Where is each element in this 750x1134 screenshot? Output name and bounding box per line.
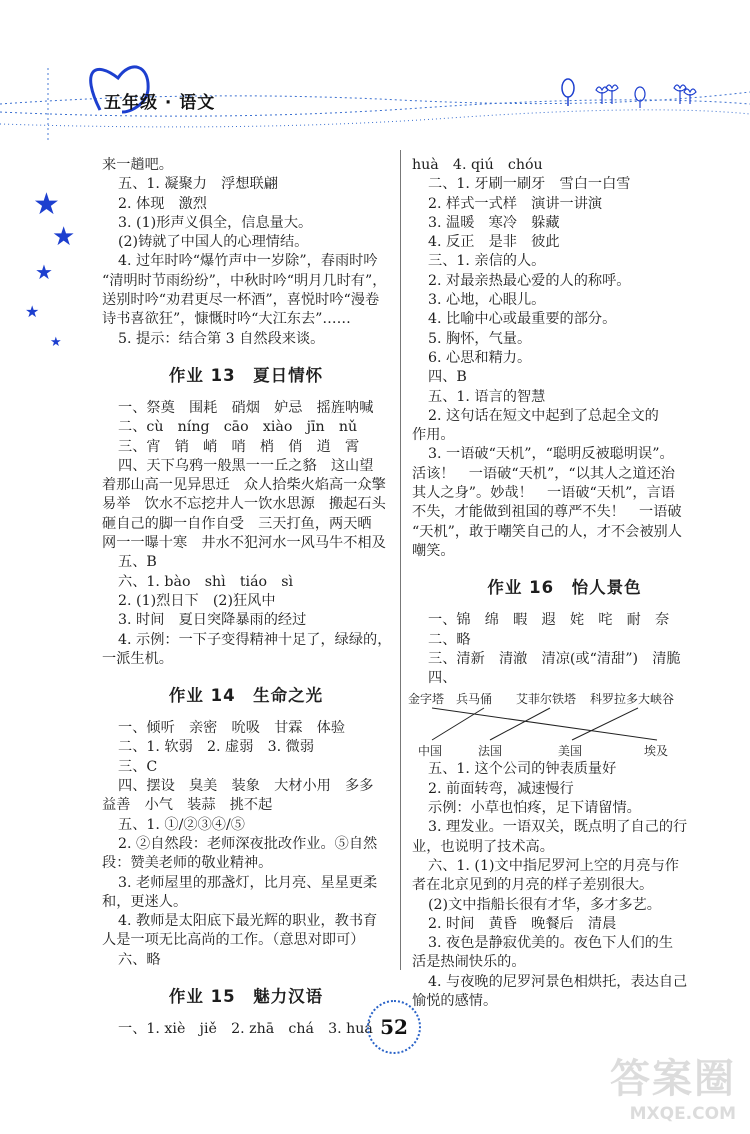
answer-line: 一、倾听 亲密 吮吸 甘霖 体验 [118,720,346,737]
page-number: 52 [367,1000,421,1054]
answer-line: huà 4. qiú chóu [412,157,543,173]
answer-line: 4. 示例：一下子变得精神十足了，绿绿的， [118,631,392,648]
star-icon: ★ [25,302,40,321]
answer-line: 4. 与夜晚的尼罗河景色相烘托，表达自己 [428,973,688,990]
answer-line: 活是热闹快乐的。 [412,954,526,971]
answer-line: 二、1. 软弱 2. 虚弱 3. 微弱 [118,739,315,756]
answers-15 [102,1020,390,1039]
answers-continued-15 [412,156,717,561]
page-header [0,0,750,140]
watermark-logo: 答案圈 [610,1056,736,1102]
answer-line: 送别时吟“劝君更尽一杯酒”，喜悦时吟“漫卷 [102,292,380,309]
section-title-15: 作业 15 魅力汉语 [168,986,324,1006]
answer-line: 三、1. 亲信的人。 [428,253,546,270]
answer-line: 3. 时间 夏日突降暴雨的经过 [118,612,307,629]
answer-line: 诗书喜欲狂”，慷慨时吟“大江东去”…… [102,311,351,328]
section-title-14: 作业 14 生命之光 [168,686,324,706]
answer-line: 3. 老师屋里的那盏灯，比月亮、星星更柔 [118,874,378,891]
answer-line: 三、C [118,758,158,775]
answer-line: 二、1. 牙刷一刷牙 雪白一白雪 [428,176,631,193]
answer-line: 2. 对最亲热最心爱的人的称呼。 [428,272,631,289]
answer-line: 3. 一语破“天机”，“聪明反被聪明误”。 [428,446,674,463]
answer-line: 2. ②自然段：老师深夜批改作业。⑤自然 [118,835,378,852]
answer-line: 4. 比喻中心或最重要的部分。 [428,311,617,328]
answer-line: 3. (1)形声义俱全，信息量大。 [118,214,313,231]
answer-line: 5. 胸怀，气量。 [428,330,532,347]
answers-14 [102,719,390,970]
page-number-badge [367,1000,421,1054]
answer-line: 网一一曝十寒 井水不犯河水一风马牛不相及 [102,535,386,552]
answer-line: 人是一项无比高尚的工作。（意思对即可） [102,932,365,949]
answer-line: 砸自己的脚一自作自受 三天打鱼，两天晒 [102,515,372,532]
answer-line: 2. 这句话在短文中起到了总起全文的 [428,407,659,424]
answer-line: 一派生机。 [102,650,173,667]
matching-diagram [408,688,717,760]
star-icon: ★ [33,187,60,222]
answer-line: 业，也说明了技术高。 [412,838,554,855]
answer-line: 来一趟吧。 [102,157,173,173]
answers-16-part1 [412,611,717,688]
star-icon: ★ [35,260,53,284]
answer-line: (2)铸就了中国人的心理情结。 [118,234,309,251]
answer-line: 二、略 [428,631,471,648]
answer-line: 段：赞美老师的敬业精神。 [102,855,273,872]
header-decoration [0,0,750,140]
answer-line: 4. 教师是太阳底下最光辉的职业，教书育 [118,913,378,930]
answer-line: 2. 样式一式样 演讲一讲演 [428,195,603,212]
answer-line: 四、天下乌鸦一般黑一一丘之貉 这山望 [118,457,374,474]
match-top-item: 兵马俑 [456,692,493,707]
section-title-16: 作业 16 怡人景色 [487,578,642,598]
answer-line: 四、摆设 臭美 装象 大材小用 多多 [118,778,374,795]
answer-line: 者在北京见到的月亮的样子差别很大。 [412,877,654,894]
answer-line: 3. 心地，心眼儿。 [428,292,546,309]
answer-line: 易举 饮水不忘挖井人一饮水思源 搬起石头 [102,496,386,513]
answer-line: 五、1. 凝聚力 浮想联翩 [118,176,278,193]
answer-line: 六、1. (1)文中指尼罗河上空的月亮与作 [428,857,679,874]
answer-line: 一、祭奠 围耗 硝烟 妒忌 摇旌呐喊 [118,399,374,416]
answer-line: 益善 小气 装蒜 挑不起 [102,797,273,814]
answer-line: 不失，才能做到祖国的尊严不失！ 一语破 [412,504,682,521]
answer-line: 四、 [428,670,457,687]
answer-line: 二、cù níng cāo xiào jīn nǔ [118,419,358,436]
answers-16-part2 [412,760,717,1011]
answer-line: 和，更迷人。 [102,893,188,910]
match-top-item: 艾菲尔铁塔 [516,692,577,707]
answer-line: 2. (1)烈日下 (2)狂风中 [118,592,276,609]
answer-line: “天机”，敢于嘲笑自己的人，才不会被别人 [412,523,682,540]
answer-line: 作用。 [412,427,455,444]
answer-line: 着那山高一见异思迁 众人拾柴火焰高一众擎 [102,477,386,494]
answer-line: 五、1. 这个公司的钟表质量好 [428,761,617,778]
answer-line: 3. 温暖 寒冷 躲藏 [428,214,560,231]
answers-13 [102,399,390,669]
watermark [610,1047,736,1124]
answer-line: 3. 理发业。一语双关，既点明了自己的行 [428,819,688,836]
column-divider [400,150,401,970]
answer-line: 四、B [428,369,467,386]
match-bottom-item: 美国 [558,744,583,759]
match-bottom-item: 中国 [418,744,443,759]
tulip-icons [596,85,696,108]
match-bottom-item: 埃及 [644,744,669,759]
answer-line: 5. 提示：结合第 3 自然段来谈。 [118,330,325,347]
answer-line: 2. 时间 黄昏 晚餐后 清晨 [428,915,617,932]
match-top-item: 科罗拉多大峡谷 [590,692,675,707]
answer-line: 4. 反正 是非 彼此 [428,234,560,251]
answer-line: 五、1. 语言的智慧 [428,388,546,405]
answer-line: 6. 心思和精力。 [428,349,532,366]
answer-line: 五、1. ①/②③④/⑤ [118,816,245,833]
answer-line: 嘲笑。 [412,542,455,559]
answer-line: 六、1. bào shì tiáo sì [118,573,294,590]
grade-subject-label: 五年级 · 语文 [104,93,216,113]
answer-line: 示例：小草也怕疼，足下请留情。 [428,800,641,817]
answer-line: 五、B [118,554,157,571]
answer-line: 三、宵 销 峭 哨 梢 俏 逍 霄 [118,438,360,455]
answer-line: 一、锦 绵 暇 遐 姹 咤 耐 奈 [428,612,670,629]
match-top-item: 金字塔 [408,692,445,707]
left-column [102,156,390,1039]
answer-line: 六、略 [118,951,161,968]
tree-icon [562,79,574,97]
answer-line: (2)文中指船长很有才华，多才多艺。 [428,896,661,913]
answer-line: 其人之身”。妙哉！ 一语破“天机”，言语 [412,485,675,502]
answer-line: 2. 前面转弯，减速慢行 [428,780,574,797]
answer-line: 3. 夜色是静寂优美的。夜色下人们的生 [428,935,674,952]
right-column [408,156,717,1011]
match-bottom-item: 法国 [478,744,503,759]
answer-line: 2. 体现 激烈 [118,195,207,212]
section-title-13: 作业 13 夏日情怀 [168,365,324,385]
answers-continued-12 [102,156,390,349]
answer-line: 活该！ 一语破“天机”，“以其人之道还治 [412,465,675,482]
star-icon: ★ [52,222,76,252]
watermark-url: MXQE.COM [629,1104,736,1124]
answer-line: 愉悦的感情。 [412,992,498,1009]
star-icon: ★ [50,335,62,350]
answer-line: “清明时节雨纷纷”，中秋时吟“明月几时有”， [102,272,387,289]
answer-line: 一、1. xiè jiě 2. zhā chá 3. huá [118,1020,373,1037]
answer-line: 4. 过年时吟“爆竹声中一岁除”，春雨时吟 [118,253,378,270]
answer-line: 三、清新 清澈 清凉(或“清甜”) 清脆 [428,650,681,667]
